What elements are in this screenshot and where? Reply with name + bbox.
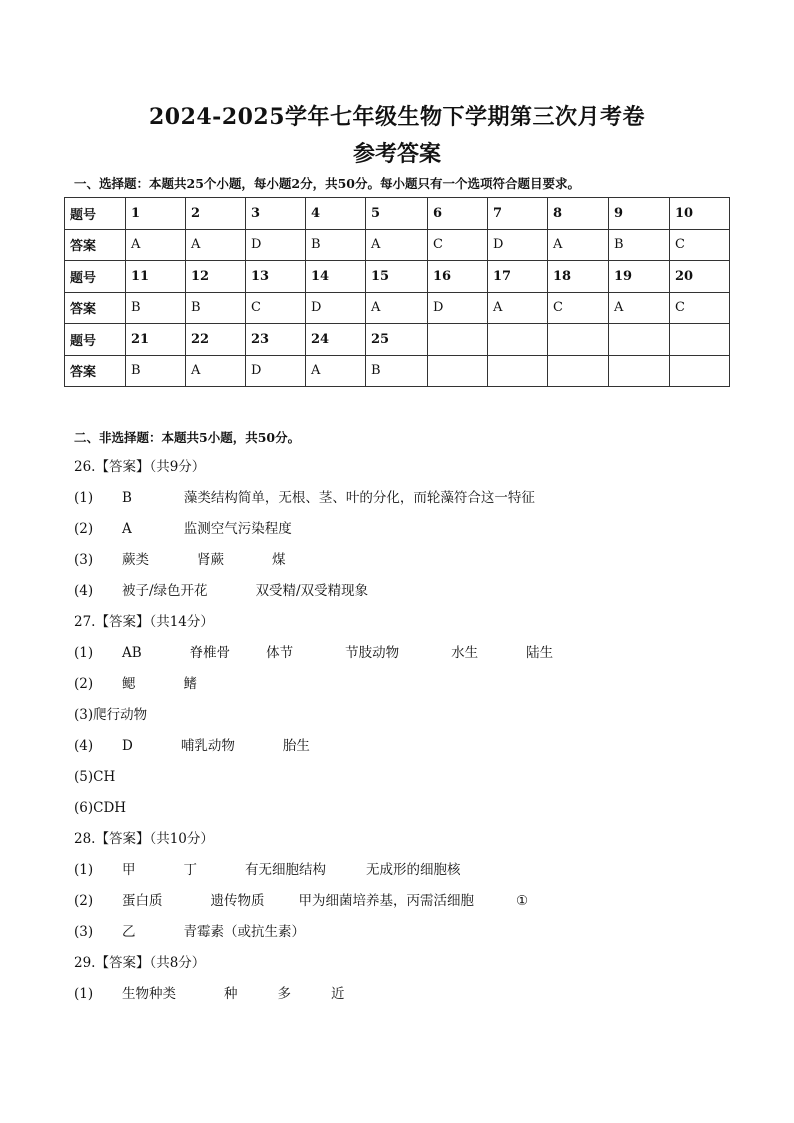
table-cell: D — [306, 292, 366, 324]
answer-value: 藻类结构简单，无根、茎、叶的分化，而轮藻符合这一特征 — [183, 490, 535, 506]
table-cell — [488, 355, 548, 387]
answer-line — [74, 514, 754, 545]
answer-line-label: (1) — [74, 986, 94, 1002]
answer-line — [74, 638, 754, 669]
answer-value: 丁 — [183, 862, 197, 878]
table-cell: 23 — [246, 324, 306, 356]
answer-line-label: (1) — [74, 862, 94, 878]
table-cell: 9 — [609, 198, 670, 230]
answer-value: AB — [122, 645, 142, 661]
table-cell: 5 — [366, 198, 428, 230]
table-cell: C — [548, 292, 609, 324]
section-2-heading: 二、非选择题：本题共5小题，共50分。 — [74, 430, 301, 445]
table-cell: 12 — [186, 261, 246, 293]
answer-line-label: (4) — [74, 738, 94, 754]
question-number-row — [65, 198, 730, 230]
answer-value: 哺乳动物 — [180, 738, 235, 754]
answer-heading-line — [74, 824, 754, 855]
answer-line — [74, 731, 754, 762]
table-cell: 16 — [428, 261, 488, 293]
answer-value: D — [122, 738, 133, 754]
answer-value: 有无细胞结构 — [245, 862, 326, 878]
answer-value: ① — [516, 893, 529, 909]
answer-heading-line — [74, 607, 754, 638]
table-cell: C — [428, 229, 488, 261]
row-header-cell: 答案 — [65, 292, 126, 324]
answer-value: 多 — [277, 986, 291, 1002]
answer-value: 种 — [224, 986, 238, 1002]
answer-value: B — [122, 490, 132, 506]
answer-value: 鳍 — [183, 676, 197, 692]
table-cell: 13 — [246, 261, 306, 293]
answer-line-label: 29.【答案】（共8分） — [74, 955, 206, 971]
answer-value: 蕨类 — [122, 552, 149, 568]
table-cell: A — [609, 292, 670, 324]
answer-line-label: (4) — [74, 583, 94, 599]
table-cell: 10 — [670, 198, 730, 230]
table-cell: D — [428, 292, 488, 324]
answer-line — [74, 545, 754, 576]
table-cell: 17 — [488, 261, 548, 293]
answer-heading-line — [74, 762, 754, 793]
table-cell: 1 — [126, 198, 186, 230]
table-cell: 20 — [670, 261, 730, 293]
answer-line-label: 26.【答案】（共9分） — [74, 459, 206, 475]
answer-line — [74, 576, 754, 607]
table-cell: C — [246, 292, 306, 324]
table-cell: 14 — [306, 261, 366, 293]
answer-lines — [74, 452, 754, 1010]
row-header-cell: 题号 — [65, 261, 126, 293]
answer-value: 鳃 — [122, 676, 136, 692]
answer-line — [74, 483, 754, 514]
answer-line-label: 27.【答案】（共14分） — [74, 614, 214, 630]
table-cell — [609, 324, 670, 356]
answer-line — [74, 917, 754, 948]
table-cell: 6 — [428, 198, 488, 230]
table-cell: 3 — [246, 198, 306, 230]
question-number-row — [65, 261, 730, 293]
answer-value: 无成形的细胞核 — [366, 862, 461, 878]
table-cell: 8 — [548, 198, 609, 230]
answer-value: 蛋白质 — [122, 893, 163, 909]
answer-line — [74, 886, 754, 917]
table-cell: C — [670, 292, 730, 324]
table-cell: A — [126, 229, 186, 261]
table-cell: B — [126, 292, 186, 324]
table-cell: A — [548, 229, 609, 261]
table-cell: 2 — [186, 198, 246, 230]
table-cell: B — [306, 229, 366, 261]
answer-line — [74, 669, 754, 700]
table-cell: A — [306, 355, 366, 387]
answer-heading-line — [74, 452, 754, 483]
table-cell — [548, 355, 609, 387]
answer-value: 遗传物质 — [210, 893, 265, 909]
row-header-cell: 答案 — [65, 229, 126, 261]
document-subtitle: 参考答案 — [352, 141, 441, 167]
answer-heading-line — [74, 793, 754, 824]
answer-value: 胎生 — [282, 738, 310, 754]
answer-line-label: (2) — [74, 676, 94, 692]
answer-line-label: (2) — [74, 521, 94, 537]
answer-line-label: (6)CDH — [74, 800, 127, 816]
table-cell: B — [366, 355, 428, 387]
answer-value: 乙 — [122, 924, 136, 940]
answer-line-label: (1) — [74, 490, 94, 506]
table-cell: A — [488, 292, 548, 324]
row-header-cell: 题号 — [65, 324, 126, 356]
answer-line-label: (3) — [74, 552, 94, 568]
answer-value: 青霉素（或抗生素） — [183, 924, 305, 940]
table-cell: 22 — [186, 324, 246, 356]
answer-value: 水生 — [451, 645, 479, 661]
answer-value: 体节 — [266, 645, 294, 661]
answer-value: 生物种类 — [122, 986, 176, 1002]
answer-line-label: (3) — [74, 924, 94, 940]
table-cell: C — [670, 229, 730, 261]
table-cell: B — [609, 229, 670, 261]
answer-row — [65, 355, 730, 387]
answer-value: 煤 — [272, 552, 286, 568]
table-cell: 18 — [548, 261, 609, 293]
table-cell: A — [186, 229, 246, 261]
table-cell: 4 — [306, 198, 366, 230]
table-cell: B — [186, 292, 246, 324]
answer-heading-line — [74, 700, 754, 731]
row-header-cell: 题号 — [65, 198, 126, 230]
table-cell: B — [126, 355, 186, 387]
answer-line — [74, 979, 754, 1010]
table-cell: 11 — [126, 261, 186, 293]
table-cell: 21 — [126, 324, 186, 356]
answer-value: 监测空气污染程度 — [183, 521, 292, 537]
table-cell: 7 — [488, 198, 548, 230]
answer-value: 脊椎骨 — [189, 645, 231, 661]
answer-value: 双受精/双受精现象 — [255, 583, 369, 599]
answer-value: 被子/绿色开花 — [122, 583, 208, 599]
answer-line-label: 28.【答案】（共10分） — [74, 831, 214, 847]
answer-line-label: (3)爬行动物 — [74, 707, 148, 723]
answer-value: 近 — [331, 986, 345, 1002]
answer-table — [64, 197, 730, 387]
table-cell: A — [366, 292, 428, 324]
table-cell — [670, 324, 730, 356]
answer-value: 肾蕨 — [197, 552, 224, 568]
answer-value: 甲 — [122, 862, 136, 878]
table-cell: D — [246, 355, 306, 387]
answer-line — [74, 855, 754, 886]
answer-value: A — [122, 521, 132, 537]
table-cell: A — [366, 229, 428, 261]
answer-line-label: (5)CH — [74, 769, 116, 785]
table-cell — [609, 355, 670, 387]
section-1-heading: 一、选择题：本题共25个小题，每小题2分，共50分。每小题只有一个选项符合题目要求。 — [74, 176, 580, 191]
table-cell — [488, 324, 548, 356]
answer-row — [65, 229, 730, 261]
answer-value: 节肢动物 — [345, 645, 400, 661]
answer-line-label: (1) — [74, 645, 94, 661]
table-cell — [548, 324, 609, 356]
question-number-row — [65, 324, 730, 356]
table-cell: D — [246, 229, 306, 261]
table-cell: A — [186, 355, 246, 387]
table-cell — [428, 324, 488, 356]
table-cell: 15 — [366, 261, 428, 293]
answer-heading-line — [74, 948, 754, 979]
table-cell: D — [488, 229, 548, 261]
row-header-cell: 答案 — [65, 355, 126, 387]
table-cell: 19 — [609, 261, 670, 293]
answer-row — [65, 292, 730, 324]
answer-value: 甲为细菌培养基，丙需活细胞 — [298, 893, 474, 909]
table-cell: 25 — [366, 324, 428, 356]
table-cell: 24 — [306, 324, 366, 356]
document-title: 2024-2025学年七年级生物下学期第三次月考卷 — [148, 104, 646, 130]
answer-line-label: (2) — [74, 893, 94, 909]
table-cell — [428, 355, 488, 387]
answer-value: 陆生 — [526, 645, 554, 661]
table-cell — [670, 355, 730, 387]
